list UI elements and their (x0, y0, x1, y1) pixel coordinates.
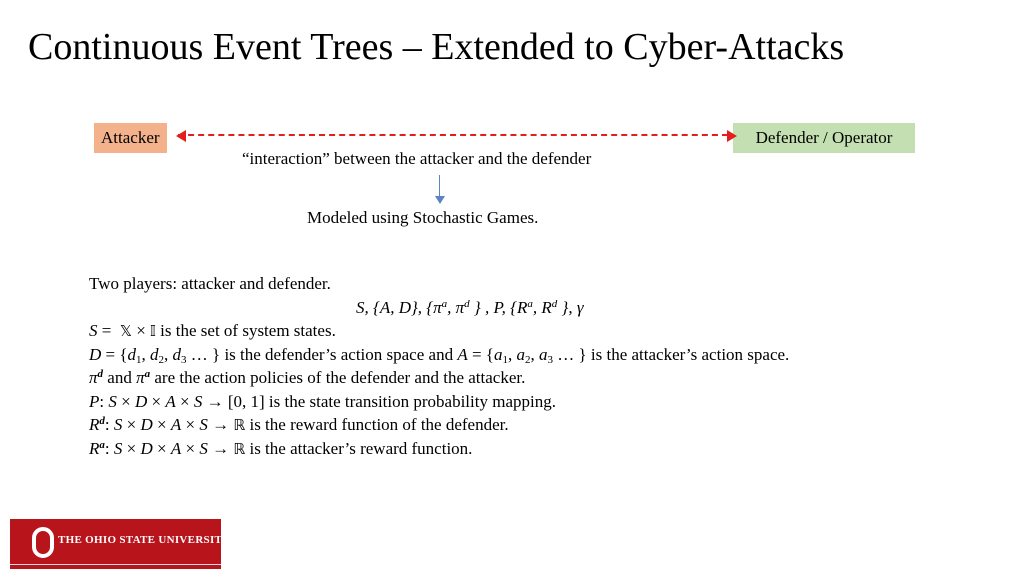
reward-defender-text: is the reward function of the defender. (245, 415, 509, 434)
policies-line: $\pi^d$ and $\pi^a$ are the action policies of the defender and the attacker. (89, 368, 526, 387)
defender-box: Defender / Operator (733, 123, 915, 153)
reward-attacker-line: $R^a$: S × D × A × S → ℝ is the attacker’s reward function. (89, 438, 473, 458)
states-line: S = 𝕏 × 𝕀 is the set of system states. (89, 321, 336, 340)
modeled-caption: Modeled using Stochastic Games. (307, 208, 539, 227)
slide-title: Continuous Event Trees – Extended to Cyber-Attacks (28, 26, 845, 68)
attacker-space-text: is the attacker’s action space. (586, 344, 790, 364)
osu-logo (10, 519, 231, 569)
transition-line: P: S × D × A × S → [0, 1] is the state transition probability mapping. (89, 391, 556, 411)
policies-text: are the action policies of the defender and the attacker. (150, 368, 526, 387)
action-spaces-line: $D = \{d_1$, $d_2$, $d_3$ … } is the defender’s action space and $A = \{a_1$, $a_2$, $a_3$ … } is the attacker’s action space. (89, 344, 790, 366)
policies-and: and (103, 368, 137, 387)
logo-text: THE OHIO STATE UNIVERSITY (58, 534, 231, 546)
players-line: Two players: attacker and defender. (89, 274, 331, 293)
states-text: is the set of system states. (155, 321, 336, 340)
block-o-icon (32, 527, 54, 558)
down-arrow-icon (435, 196, 445, 204)
down-arrow-line (439, 175, 440, 197)
left-arrowhead-icon (176, 130, 186, 142)
reward-attacker-text: is the attacker’s reward function. (245, 438, 473, 458)
reward-defender-line: $R^d$: S × D × A × S → ℝ is the reward function of the defender. (89, 415, 509, 434)
game-tuple: S, {A, D}, {$\pi^a$, $\pi^d$ } , P, {$R^a$, $R^d$ }, γ (356, 297, 584, 317)
interaction-caption: “interaction” between the attacker and the defender (242, 149, 592, 168)
definitions-block (89, 272, 789, 460)
transition-text: is the state transition probability mapping. (264, 391, 556, 411)
interaction-dashed-line (178, 134, 728, 136)
right-arrowhead-icon (727, 130, 737, 142)
defender-space-text: is the defender’s action space and (220, 344, 458, 364)
attacker-box: Attacker (94, 123, 167, 153)
tuple-line (89, 296, 789, 320)
